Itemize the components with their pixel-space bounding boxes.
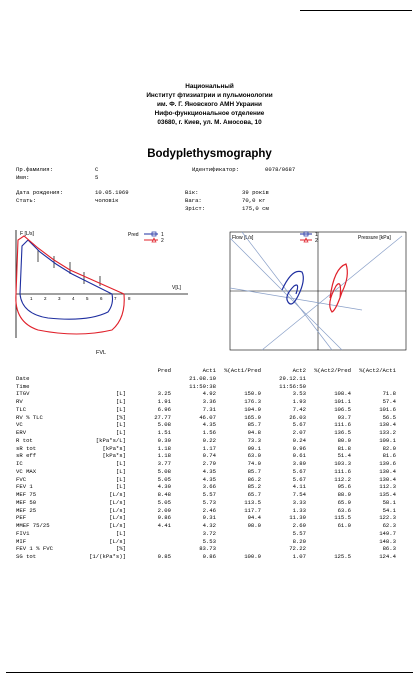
patient-label-surname: Пр.фамилия:: [16, 166, 53, 173]
table-cell: 111.6: [334, 467, 351, 475]
table-cell: 176.3: [244, 398, 261, 405]
bottom-rule: [6, 672, 413, 673]
patient-label-dob: Дата рождения:: [16, 189, 63, 196]
table-cell: 5.05: [157, 498, 171, 506]
table-row: [16, 437, 396, 445]
table-cell: 7.42: [292, 405, 306, 413]
table-cell: 150.9: [244, 390, 261, 398]
institution-line-4: Нифо-функциональное отделение: [154, 110, 265, 117]
table-cell: 94.4: [247, 514, 261, 522]
table-cell: FVC: [16, 475, 27, 483]
table-row: [16, 530, 396, 538]
table-cell: 61.0: [337, 522, 351, 529]
table-cell: 115.5: [334, 514, 351, 522]
table-row: [16, 414, 396, 422]
table-cell: 1.51: [157, 429, 171, 436]
table-cell: 3.66: [202, 483, 216, 491]
table-cell: 83.73: [199, 545, 216, 553]
table-cell: 3.33: [292, 498, 306, 506]
cell: [306, 375, 351, 383]
table-cell: 0.74: [202, 452, 216, 460]
table-cell: 135.4: [379, 491, 396, 498]
table-cell: 1.17: [202, 444, 216, 452]
table-cell: 85.7: [247, 467, 261, 475]
table-cell: 81.6: [382, 452, 396, 460]
table-row: [16, 545, 396, 553]
table-cell: 80.0: [337, 436, 351, 444]
table-cell: 0.61: [292, 452, 306, 460]
th-param: [16, 367, 78, 375]
legend-2: 2: [161, 238, 164, 244]
table-cell: [L/s]: [109, 514, 126, 522]
table-cell: [L/s]: [109, 491, 126, 498]
table-cell: TLC: [16, 405, 27, 413]
table-cell: 1.93: [292, 398, 306, 405]
cell: 29.12.11: [279, 374, 306, 382]
table-cell: [1/(kPa*s)]: [89, 553, 126, 560]
th-unit: [78, 367, 126, 375]
table-cell: [kPa*s/L]: [95, 436, 126, 444]
results-table: [16, 367, 396, 561]
table-cell: RV % TLC: [16, 413, 43, 421]
table-cell: 3.89: [292, 460, 306, 467]
table-cell: 130.4: [379, 421, 396, 429]
table-cell: VC: [16, 421, 23, 429]
table-cell: 103.3: [334, 460, 351, 467]
table-cell: 85.2: [247, 483, 261, 491]
table-cell: 94.8: [247, 429, 261, 436]
table-cell: 63.6: [337, 506, 351, 514]
table-cell: 139.6: [379, 460, 396, 467]
table-cell: 74.0: [247, 460, 261, 467]
table-cell: [%]: [115, 413, 126, 421]
cell: [216, 375, 261, 383]
th-pred: Pred: [157, 367, 171, 374]
cell: [78, 383, 126, 391]
top-rule: [300, 10, 412, 11]
cell: Time: [16, 382, 30, 390]
table-cell: 5.67: [292, 467, 306, 475]
table-cell: 122.3: [379, 514, 396, 522]
th-pct-act2-act1: %(Act2/Act1: [359, 367, 396, 374]
table-cell: [126, 538, 171, 546]
table-cell: R tot: [16, 436, 33, 444]
table-row: [16, 452, 396, 460]
table-cell: 81.8: [337, 444, 351, 452]
table-cell: 149.7: [379, 529, 396, 537]
table-cell: 9.31: [202, 514, 216, 522]
table-cell: 86.2: [247, 475, 261, 483]
table-cell: 65.9: [337, 498, 351, 506]
table-cell: 3.36: [202, 398, 216, 405]
table-cell: 112.2: [334, 475, 351, 483]
table-cell: 5.53: [202, 537, 216, 545]
table-cell: 86.3: [382, 545, 396, 553]
table-cell: 11.39: [289, 514, 306, 522]
patient-value-weight: 70,0 кг: [242, 197, 266, 204]
table-row: [16, 476, 396, 484]
table-cell: 165.9: [244, 413, 261, 421]
table-cell: 4.30: [157, 483, 171, 491]
table-cell: 112.3: [379, 483, 396, 491]
table-cell: 1.56: [202, 429, 216, 436]
cell: Date: [16, 374, 30, 382]
y-axis-label: Flow [L/s]: [232, 235, 254, 241]
patient-value-name: 5: [95, 174, 99, 181]
table-cell: [126, 545, 171, 553]
table-cell: 5.73: [202, 498, 216, 506]
table-cell: 104.9: [244, 405, 261, 413]
table-cell: 148.3: [379, 537, 396, 545]
table-row-time: [16, 383, 396, 391]
patient-value-age: 39 років: [242, 189, 269, 196]
table-cell: MMEF 75/25: [16, 522, 50, 529]
patient-label-height: Зріст:: [185, 205, 206, 212]
table-cell: [kPa*s]: [102, 452, 126, 460]
x-tick-2: 2: [44, 296, 47, 301]
table-cell: 85.7: [247, 421, 261, 429]
table-cell: 56.5: [382, 413, 396, 421]
table-cell: 71.8: [382, 390, 396, 398]
x-ticks: [30, 296, 131, 301]
table-cell: 2.46: [202, 506, 216, 514]
x-axis-label: V[L]: [172, 285, 181, 291]
cell: 11:59:38: [189, 382, 216, 390]
table-cell: ERV: [16, 429, 27, 436]
patient-label-name: Имя:: [16, 174, 30, 181]
table-cell: [126, 530, 171, 538]
table-cell: IC: [16, 460, 23, 467]
table-row: [16, 406, 396, 414]
table-cell: MEF 25: [16, 506, 37, 514]
table-cell: MEF 50: [16, 498, 37, 506]
table-cell: 111.6: [334, 421, 351, 429]
table-cell: [kPa*s]: [102, 444, 126, 452]
table-cell: [306, 545, 351, 553]
table-cell: 82.0: [382, 444, 396, 452]
table-cell: 3.72: [202, 529, 216, 537]
table-cell: [L]: [115, 475, 126, 483]
table-cell: [L]: [115, 421, 126, 429]
x-tick-3: 3: [58, 296, 61, 301]
patient-value-surname: С: [95, 166, 99, 173]
institution-line-2: Институт фтизиатрии и пульмонологии: [146, 92, 273, 99]
table-cell: [L]: [115, 405, 126, 413]
patient-value-dob: 10.05.1969: [95, 189, 129, 196]
table-cell: 2.09: [157, 506, 171, 514]
table-row: [16, 468, 396, 476]
table-cell: [216, 538, 261, 546]
table-cell: 1.18: [157, 452, 171, 460]
table-cell: 7.31: [202, 405, 216, 413]
table-cell: 2.69: [292, 522, 306, 529]
table-cell: [306, 530, 351, 538]
table-cell: sR tot: [16, 444, 37, 452]
table-cell: [L/s]: [109, 498, 126, 506]
table-cell: 98.0: [247, 522, 261, 529]
table-cell: 54.1: [382, 506, 396, 514]
table-cell: [L]: [115, 529, 126, 537]
table-cell: 3.53: [292, 390, 306, 398]
table-cell: 57.4: [382, 398, 396, 405]
table-cell: sR eff: [16, 452, 37, 460]
patient-value-id: 0078/0687: [265, 166, 296, 173]
x-tick-6: 6: [100, 296, 103, 301]
table-cell: [216, 530, 261, 538]
table-cell: 0.96: [292, 444, 306, 452]
table-cell: [216, 545, 261, 553]
table-cell: 0.86: [202, 553, 216, 560]
table-cell: 130.4: [379, 475, 396, 483]
table-cell: [L/s]: [109, 522, 126, 529]
table-cell: [L]: [115, 460, 126, 467]
legend-2: 2: [315, 238, 318, 244]
table-cell: 4.35: [202, 421, 216, 429]
table-cell: 46.07: [199, 413, 216, 421]
table-row: [16, 538, 396, 546]
table-cell: 5.57: [202, 491, 216, 498]
table-cell: [L]: [115, 483, 126, 491]
table-cell: 5.08: [157, 421, 171, 429]
cell: [351, 375, 396, 383]
legend-1: 1: [161, 232, 164, 238]
patient-label-age: Вік:: [185, 189, 199, 196]
table-body: [16, 390, 396, 561]
table-cell: 6.96: [157, 405, 171, 413]
table-cell: 4.32: [202, 522, 216, 529]
table-header: [16, 367, 396, 375]
cell: [306, 383, 351, 391]
table-cell: 0.24: [292, 436, 306, 444]
table-cell: 1.33: [292, 506, 306, 514]
table-cell: 72.22: [289, 545, 306, 553]
table-row: [16, 421, 396, 429]
table-row-date: [16, 375, 396, 383]
th-act1: Act1: [202, 367, 216, 374]
cell: 21.08.10: [189, 374, 216, 382]
table-cell: [%]: [115, 545, 126, 553]
table-cell: 100.9: [244, 553, 261, 560]
x-axis-label: Pressure [kPa]: [358, 235, 391, 241]
table-cell: 0.85: [157, 553, 171, 560]
table-cell: 4.41: [157, 522, 171, 529]
table-cell: 113.5: [244, 498, 261, 506]
th-pct-act2-pred: %(Act2/Pred: [314, 367, 351, 374]
table-cell: 2.79: [202, 460, 216, 467]
patient-value-sex: чоловік: [95, 197, 119, 204]
table-cell: 109.1: [379, 436, 396, 444]
patient-label-sex: Стать:: [16, 197, 37, 204]
table-cell: [L]: [115, 398, 126, 405]
table-cell: FIV1: [16, 529, 30, 537]
table-row: [16, 483, 396, 491]
table-cell: 124.4: [379, 553, 396, 560]
table-row: [16, 460, 396, 468]
table-row: [16, 491, 396, 499]
table-row: [16, 390, 396, 398]
x-tick-4: 4: [72, 296, 75, 301]
table-row: [16, 499, 396, 507]
table-cell: 58.1: [382, 498, 396, 506]
table-cell: 2.07: [292, 429, 306, 436]
table-cell: 1.18: [157, 444, 171, 452]
table-cell: 4.11: [292, 483, 306, 491]
table-cell: 51.4: [337, 452, 351, 460]
y-axis-label: F [L/s]: [20, 231, 34, 237]
table-cell: 8.48: [157, 491, 171, 498]
table-cell: 125.5: [334, 553, 351, 560]
table-cell: 93.7: [337, 413, 351, 421]
table-cell: 0.30: [157, 436, 171, 444]
table-row: [16, 398, 396, 406]
table-cell: 73.3: [247, 436, 261, 444]
table-cell: [L/s]: [109, 506, 126, 514]
table-cell: ITGV: [16, 390, 30, 398]
patient-value-height: 175,0 см: [242, 205, 269, 212]
table-cell: 65.7: [247, 491, 261, 498]
table-cell: [L]: [115, 390, 126, 398]
table-cell: 3.25: [157, 390, 171, 398]
table-cell: [L]: [115, 429, 126, 436]
table-cell: 130.4: [379, 467, 396, 475]
table-cell: 4.92: [202, 390, 216, 398]
table-row: [16, 429, 396, 437]
table-cell: 27.77: [154, 413, 171, 421]
table-row: [16, 445, 396, 453]
table-cell: 5.57: [292, 529, 306, 537]
table-cell: FEV 1: [16, 483, 33, 491]
table-cell: 1.91: [157, 398, 171, 405]
table-cell: 0.22: [202, 436, 216, 444]
report-title: Bodyplethysmography: [147, 148, 272, 160]
table-row: [16, 553, 396, 561]
table-cell: RV: [16, 398, 23, 405]
cell: [216, 383, 261, 391]
table-cell: SG tot: [16, 553, 37, 560]
table-row: [16, 514, 396, 522]
cell: [78, 375, 126, 383]
institution-line-5: 03680, г. Киев, ул. М. Амосова, 10: [157, 119, 262, 126]
table-cell: 95.6: [337, 483, 351, 491]
table-cell: 101.6: [379, 405, 396, 413]
table-cell: 26.03: [289, 413, 306, 421]
table-cell: 4.35: [202, 475, 216, 483]
flow-volume-chart: [8, 226, 194, 358]
table-cell: 62.3: [382, 522, 396, 529]
table-cell: 1.07: [292, 553, 306, 560]
cell: [351, 383, 396, 391]
th-pct-act1-pred: %(Act1/Pred: [224, 367, 261, 374]
table-cell: FEV 1 % FVC: [16, 545, 53, 553]
table-cell: 117.7: [244, 506, 261, 514]
table-cell: 63.0: [247, 452, 261, 460]
table-row: [16, 507, 396, 515]
table-cell: 108.4: [334, 390, 351, 398]
table-cell: 99.1: [247, 444, 261, 452]
table-cell: 88.9: [337, 491, 351, 498]
table-cell: 101.1: [334, 398, 351, 405]
table-cell: 5.08: [157, 467, 171, 475]
table-cell: 9.86: [157, 514, 171, 522]
table-cell: PEF: [16, 514, 27, 522]
x-tick-8: 8: [128, 296, 131, 301]
x-axis-bottom-label: FVL: [96, 350, 107, 356]
table-cell: 3.77: [157, 460, 171, 467]
patient-label-id: Идентификатор:: [192, 166, 239, 173]
table-cell: VC MAX: [16, 467, 37, 475]
series-1-loop: [282, 271, 303, 304]
cell: 11:56:50: [279, 382, 306, 390]
legend-1: 1: [315, 232, 318, 238]
table-cell: MEF 75: [16, 491, 37, 498]
table-cell: [L]: [115, 467, 126, 475]
x-tick-5: 5: [86, 296, 89, 301]
x-tick-7: 7: [114, 296, 117, 301]
table-cell: [306, 538, 351, 546]
institution-line-1: Национальный: [185, 83, 234, 90]
table-cell: 5.05: [157, 475, 171, 483]
cell: [126, 383, 171, 391]
table-cell: 136.5: [334, 429, 351, 436]
legend-pred: Pred: [128, 232, 139, 238]
table-cell: MIF: [16, 537, 27, 545]
table-cell: 8.20: [292, 537, 306, 545]
institution-line-3: им. Ф. Г. Яновского АМН Украини: [157, 101, 262, 108]
th-act2: Act2: [292, 367, 306, 374]
resistance-loop-chart: [222, 228, 412, 356]
table-cell: 106.5: [334, 405, 351, 413]
table-cell: [L/s]: [109, 537, 126, 545]
table-cell: 5.67: [292, 475, 306, 483]
x-tick-1: 1: [30, 296, 33, 301]
cell: [126, 375, 171, 383]
series-1-inspiratory: [20, 294, 113, 319]
table-cell: 5.67: [292, 421, 306, 429]
table-cell: 7.54: [292, 491, 306, 498]
patient-label-weight: Вага:: [185, 197, 202, 204]
table-cell: 4.35: [202, 467, 216, 475]
table-row: [16, 522, 396, 530]
table-cell: 133.2: [379, 429, 396, 436]
